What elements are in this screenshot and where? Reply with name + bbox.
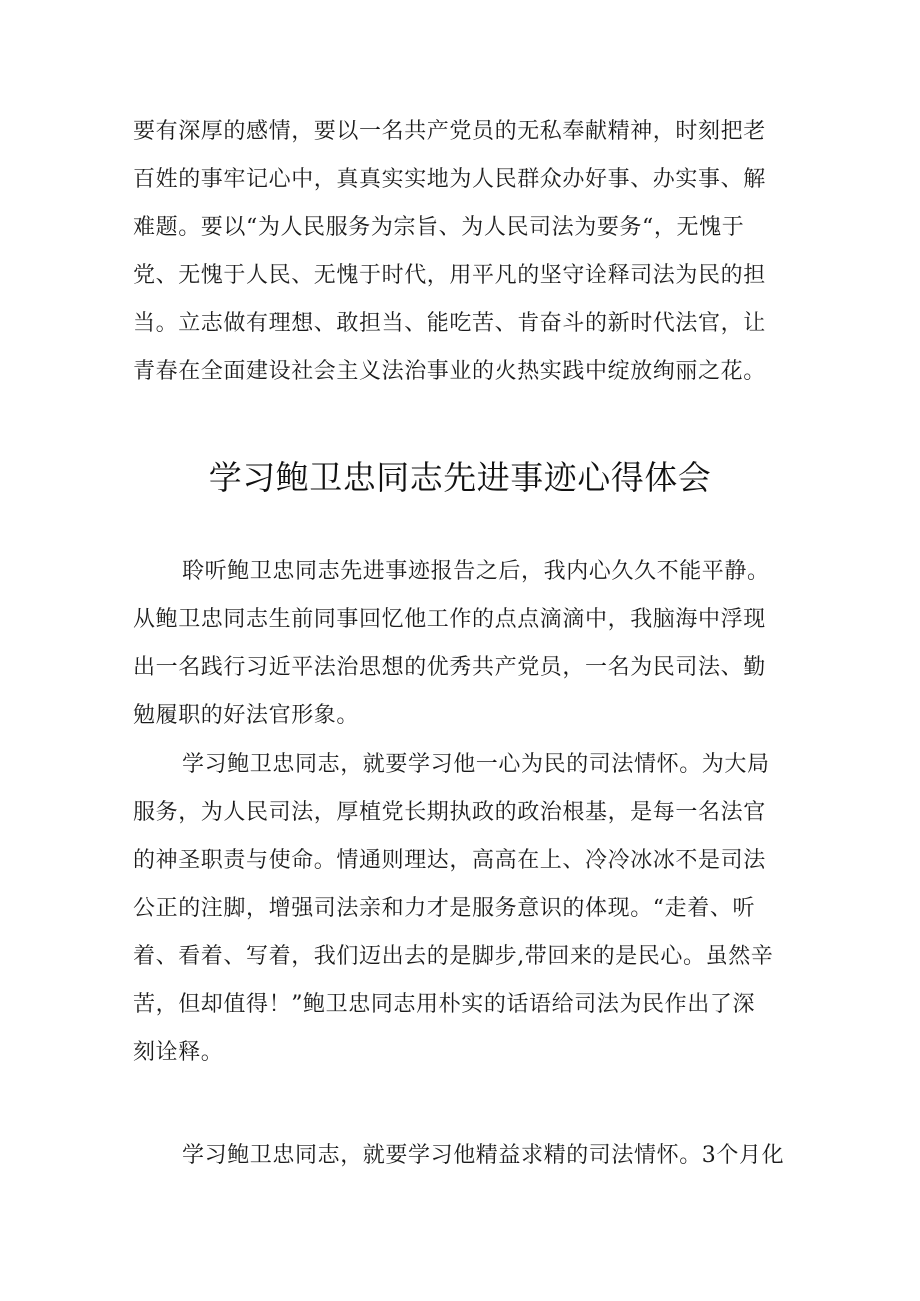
top-paragraph-line-5: 当。立志做有理想、敢担当、能吃苦、肯奋斗的新时代法官，让	[133, 311, 766, 336]
paragraph-2-line-4: 公正的注脚，增强司法亲和力才是服务意识的体现。“走着、听	[133, 896, 756, 921]
top-paragraph-line-3: 难题。要以“为人民服务为宗旨、为人民司法为要务“，无愧于	[133, 215, 745, 240]
paragraph-3-line-1: 学习鲍卫忠同志，就要学习他精益求精的司法情怀。3个月化	[182, 1143, 785, 1168]
top-paragraph-line-6: 青春在全面建设社会主义法治事业的火热实践中绽放绚丽之花。	[133, 359, 766, 384]
paragraph-2-line-7: 刻诠释。	[133, 1040, 224, 1065]
paragraph-2-line-5: 着、看着、写着，我们迈出去的是脚步,带回来的是民心。虽然辛	[133, 944, 774, 969]
top-paragraph-line-4: 党、无愧于人民、无愧于时代，用平凡的坚守诠释司法为民的担	[133, 263, 766, 288]
paragraph-2-line-1: 学习鲍卫忠同志，就要学习他一心为民的司法情怀。为大局	[182, 752, 770, 777]
paragraph-2-line-2: 服务，为人民司法，厚植党长期执政的政治根基，是每一名法官	[133, 800, 766, 825]
top-paragraph-line-2: 百姓的事牢记心中，真真实实地为人民群众办好事、办实事、解	[133, 167, 766, 192]
paragraph-2-line-3: 的神圣职责与使命。情通则理达，高高在上、冷冷冰冰不是司法	[133, 848, 766, 873]
paragraph-2-line-6: 苦，但却值得！”鲍卫忠同志用朴实的话语给司法为民作出了深	[133, 992, 756, 1017]
document-title: 学习鲍卫忠同志先进事迹心得体会	[208, 458, 712, 497]
paragraph-1-line-1: 聆听鲍卫忠同志先进事迹报告之后，我内心久久不能平静。	[182, 559, 770, 584]
paragraph-1-line-3: 出一名践行习近平法治思想的优秀共产党员，一名为民司法、勤	[133, 655, 766, 680]
paragraph-1-line-4: 勉履职的好法官形象。	[133, 703, 360, 728]
paragraph-1-line-2: 从鲍卫忠同志生前同事回忆他工作的点点滴滴中，我脑海中浮现	[133, 607, 766, 632]
top-paragraph-line-1: 要有深厚的感情，要以一名共产党员的无私奉献精神，时刻把老	[133, 119, 766, 144]
